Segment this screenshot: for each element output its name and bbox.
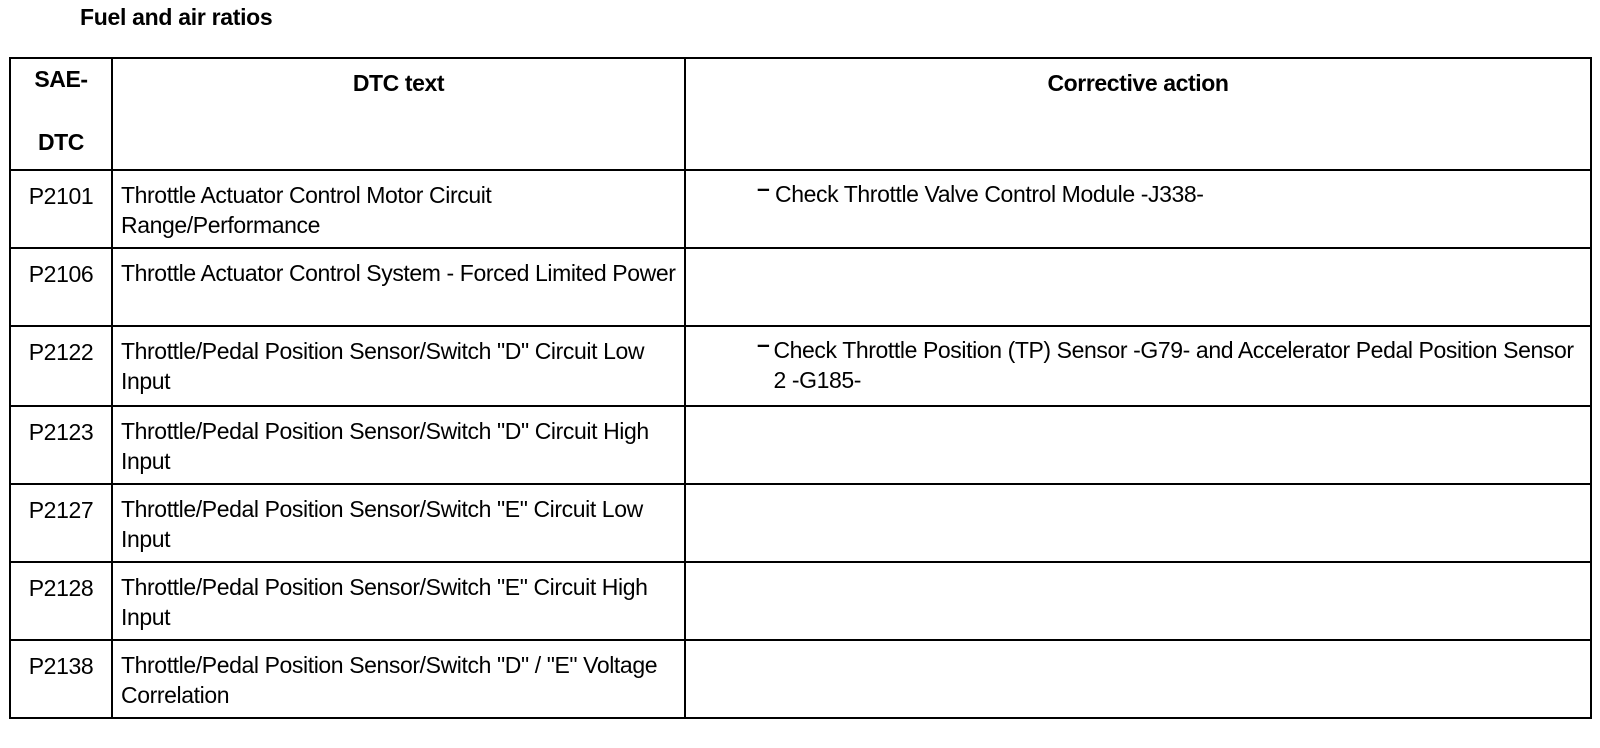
dtc-text-cell: Throttle/Pedal Position Sensor/Switch "D" Circuit High Input [112, 406, 685, 484]
corrective-action-cell [685, 484, 1591, 562]
corrective-action-text: Check Throttle Position (TP) Sensor -G79- and Accelerator Pedal Position Sensor 2 -G185- [773, 337, 1574, 393]
corrective-action-cell [685, 562, 1591, 640]
table-row [10, 406, 1591, 484]
dtc-code-cell: P2122 [10, 326, 112, 406]
column-header-sae-dtc-line1: SAE- [34, 66, 88, 92]
dtc-code-cell: P2123 [10, 406, 112, 484]
table-row [10, 640, 1591, 718]
table-header-row [10, 58, 1591, 170]
table-row [10, 562, 1591, 640]
dtc-text-cell: Throttle Actuator Control System - Forced Limited Power [112, 248, 685, 326]
corrective-action-text: Check Throttle Valve Control Module -J338- [775, 181, 1204, 207]
corrective-action-cell [685, 640, 1591, 718]
page-title: Fuel and air ratios [80, 4, 273, 30]
dtc-text-cell: Throttle/Pedal Position Sensor/Switch "D" Circuit Low Input [112, 326, 685, 406]
dtc-code-cell: P2127 [10, 484, 112, 562]
table-row [10, 326, 1591, 406]
dtc-text-cell: Throttle/Pedal Position Sensor/Switch "D" / "E" Voltage Correlation [112, 640, 685, 718]
table-row [10, 248, 1591, 326]
dtc-code-cell: P2138 [10, 640, 112, 718]
dtc-code-cell: P2101 [10, 170, 112, 248]
dtc-text-cell: Throttle/Pedal Position Sensor/Switch "E" Circuit High Input [112, 562, 685, 640]
dash-bullet: – [757, 175, 770, 201]
corrective-action-item [757, 331, 1590, 395]
dtc-code-cell: P2128 [10, 562, 112, 640]
corrective-action-item [757, 175, 1590, 209]
column-header-sae-dtc [10, 58, 112, 170]
corrective-action-cell [685, 406, 1591, 484]
corrective-action-cell [685, 248, 1591, 326]
column-header-corrective-action: Corrective action [685, 58, 1591, 170]
column-header-sae-dtc-line2: DTC [37, 129, 85, 155]
column-header-dtc-text: DTC text [112, 58, 685, 170]
dtc-text-cell: Throttle Actuator Control Motor Circuit Range/Performance [112, 170, 685, 248]
dtc-table [9, 57, 1592, 719]
corrective-action-cell [685, 170, 1591, 248]
dash-bullet: – [757, 331, 770, 357]
corrective-action-cell [685, 326, 1591, 406]
dtc-text-cell: Throttle/Pedal Position Sensor/Switch "E" Circuit Low Input [112, 484, 685, 562]
table-row [10, 170, 1591, 248]
dtc-code-cell: P2106 [10, 248, 112, 326]
table-row [10, 484, 1591, 562]
